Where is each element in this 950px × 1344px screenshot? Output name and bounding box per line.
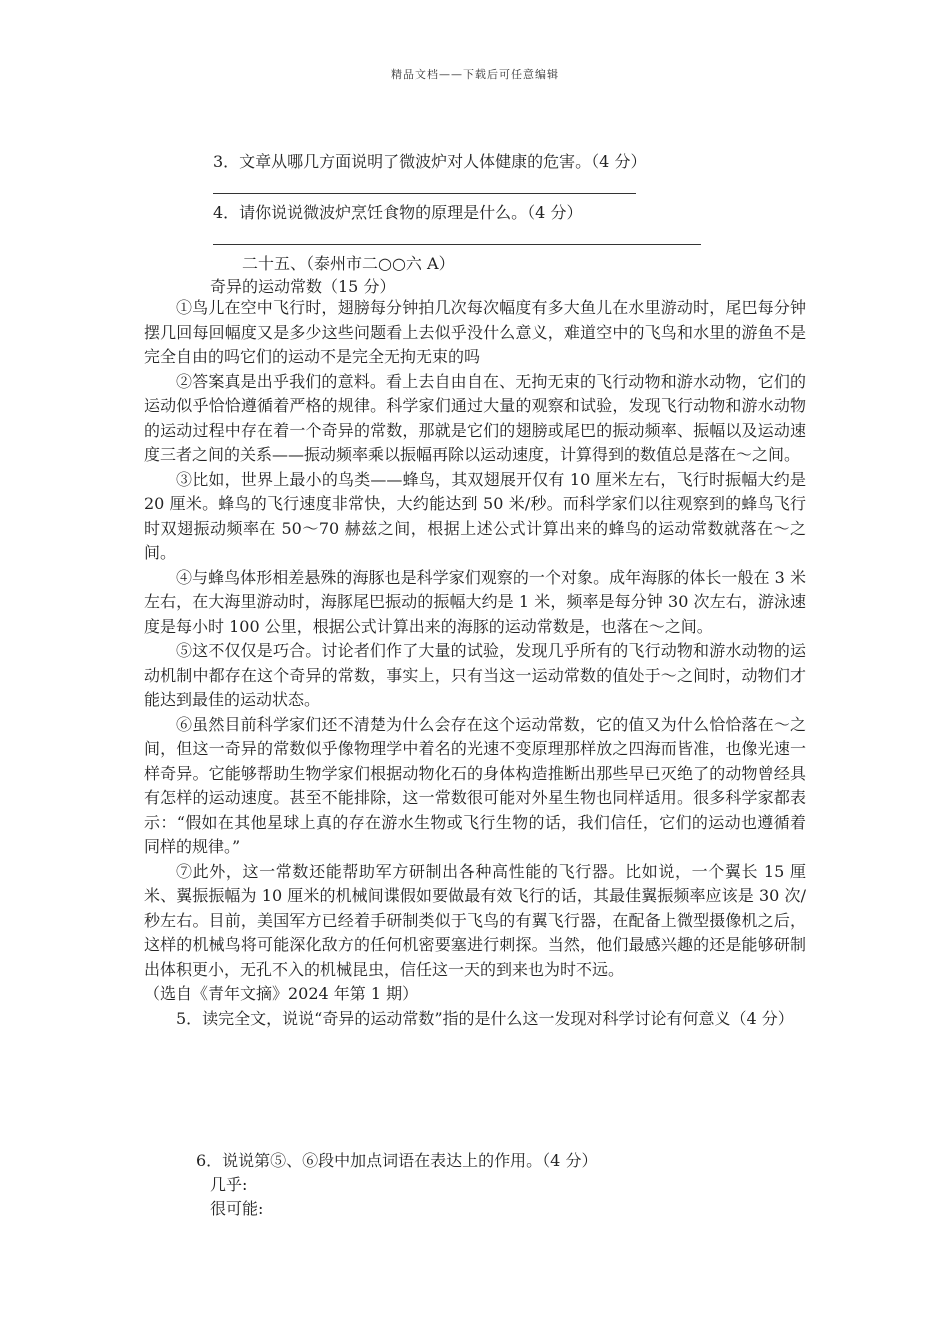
question-5: 5．读完全文，说说“奇异的运动常数”指的是什么这一发现对科学讨论有何意义（4 分） (176, 1008, 794, 1028)
answer-label-henkeneng: 很可能: (210, 1199, 264, 1218)
paragraph-5: ⑤这不仅仅是巧合。讨论者们作了大量的试验，发现几乎所有的飞行动物和游水动物的运动机制中都存在这个奇异的常数，事实上，只有当这一运动常数的值处于～之间时，动物们才能达到最佳的运动状态。 (144, 641, 806, 709)
answer-line-4 (213, 244, 701, 245)
answer-label-jihu: 几乎: (210, 1175, 248, 1194)
paragraph-4: ④与蜂鸟体形相差悬殊的海豚也是科学家们观察的一个对象。成年海豚的体长一般在 3 米左右，在大海里游动时，海豚尾巴振动的振幅大约是 1 米，频率是每分钟 30 次左右，游泳速度是每小时 100 公里，根据公式计算出来的海豚的运动常数是，也落在～之间。 (144, 567, 806, 636)
source-note: （选自《青年文摘》2024 年第 1 期） (144, 984, 419, 1003)
paragraph-1: ①鸟儿在空中飞行时，翅膀每分钟拍几次每次幅度有多大鱼儿在水里游动时，尾巴每分钟摆几回每回幅度又是多少这些问题看上去似乎没什么意义，难道空中的飞鸟和水里的游鱼不是完全自由的吗它们的运动不是完全无拘无束的吗 (144, 298, 806, 366)
paragraph-6: ⑥虽然目前科学家们还不清楚为什么会存在这个运动常数，它的值又为什么恰恰落在～之间，但这一奇异的常数似乎像物理学中着名的光速不变原理那样放之四海而皆准，也像光速一样奇异。它能够帮助生物学家们根据动物化石的身体构造推断出那些早已灭绝了的动物曾经具有怎样的运动速度。甚至不能排除，这一常数很可能对外星生物也同样适用。很多科学家都表示：“假如在其他星球上真的存在游水生物或飞行生物的话，我们信任，它们的运动也遵循着同样的规律。” (144, 714, 806, 856)
section-title: 奇异的运动常数（15 分） (210, 277, 396, 296)
page-header: 精品文档——下载后可任意编辑 (391, 68, 559, 81)
article-body (144, 296, 806, 1031)
section-number: 二十五、（泰州市二○○六 A） (242, 254, 455, 273)
question-3: 3．文章从哪几方面说明了微波炉对人体健康的危害。（4 分） (213, 152, 647, 171)
paragraph-3: ③比如，世界上最小的鸟类——蜂鸟，其双翅展开仅有 10 厘米左右，飞行时振幅大约是 20 厘米。蜂鸟的飞行速度非常快，大约能达到 50 米/秒。而科学家们以往观察到的蜂鸟飞行时双翅振动频率在 50～70 赫兹之间，根据上述公式计算出来的蜂鸟的运动常数就落在～之间。 (144, 469, 806, 562)
paragraph-7: ⑦此外，这一常数还能帮助军方研制出各种高性能的飞行器。比如说，一个翼长 15 厘米、翼振振幅为 10 厘米的机械间谍假如要做最有效飞行的话，其最佳翼振频率应该是 30 次/秒左右。目前，美国军方已经着手研制类似于飞鸟的有翼飞行器，在配备上微型摄像机之后，这样的机械鸟将可能深化敌方的任何机密要塞进行刺探。当然，他们最感兴趣的还是能够研制出体积更小，无孔不入的机械昆虫，信任这一天的到来也为时不远。 (144, 861, 806, 979)
question-6: 6．说说第⑤、⑥段中加点词语在表达上的作用。（4 分） (196, 1151, 598, 1170)
answer-line-3 (213, 193, 636, 194)
paragraph-2: ②答案真是出乎我们的意料。看上去自由自在、无拘无束的飞行动物和游水动物，它们的运动似乎恰恰遵循着严格的规律。科学家们通过大量的观察和试验，发现飞行动物和游水动物的运动过程中存在着一个奇异的常数，那就是它们的翅膀或尾巴的振动频率、振幅以及运动速度三者之间的关系——振动频率乘以振幅再除以运动速度，计算得到的数值总是落在～之间。 (144, 371, 806, 464)
question-4: 4．请你说说微波炉烹饪食物的原理是什么。（4 分） (213, 203, 583, 222)
